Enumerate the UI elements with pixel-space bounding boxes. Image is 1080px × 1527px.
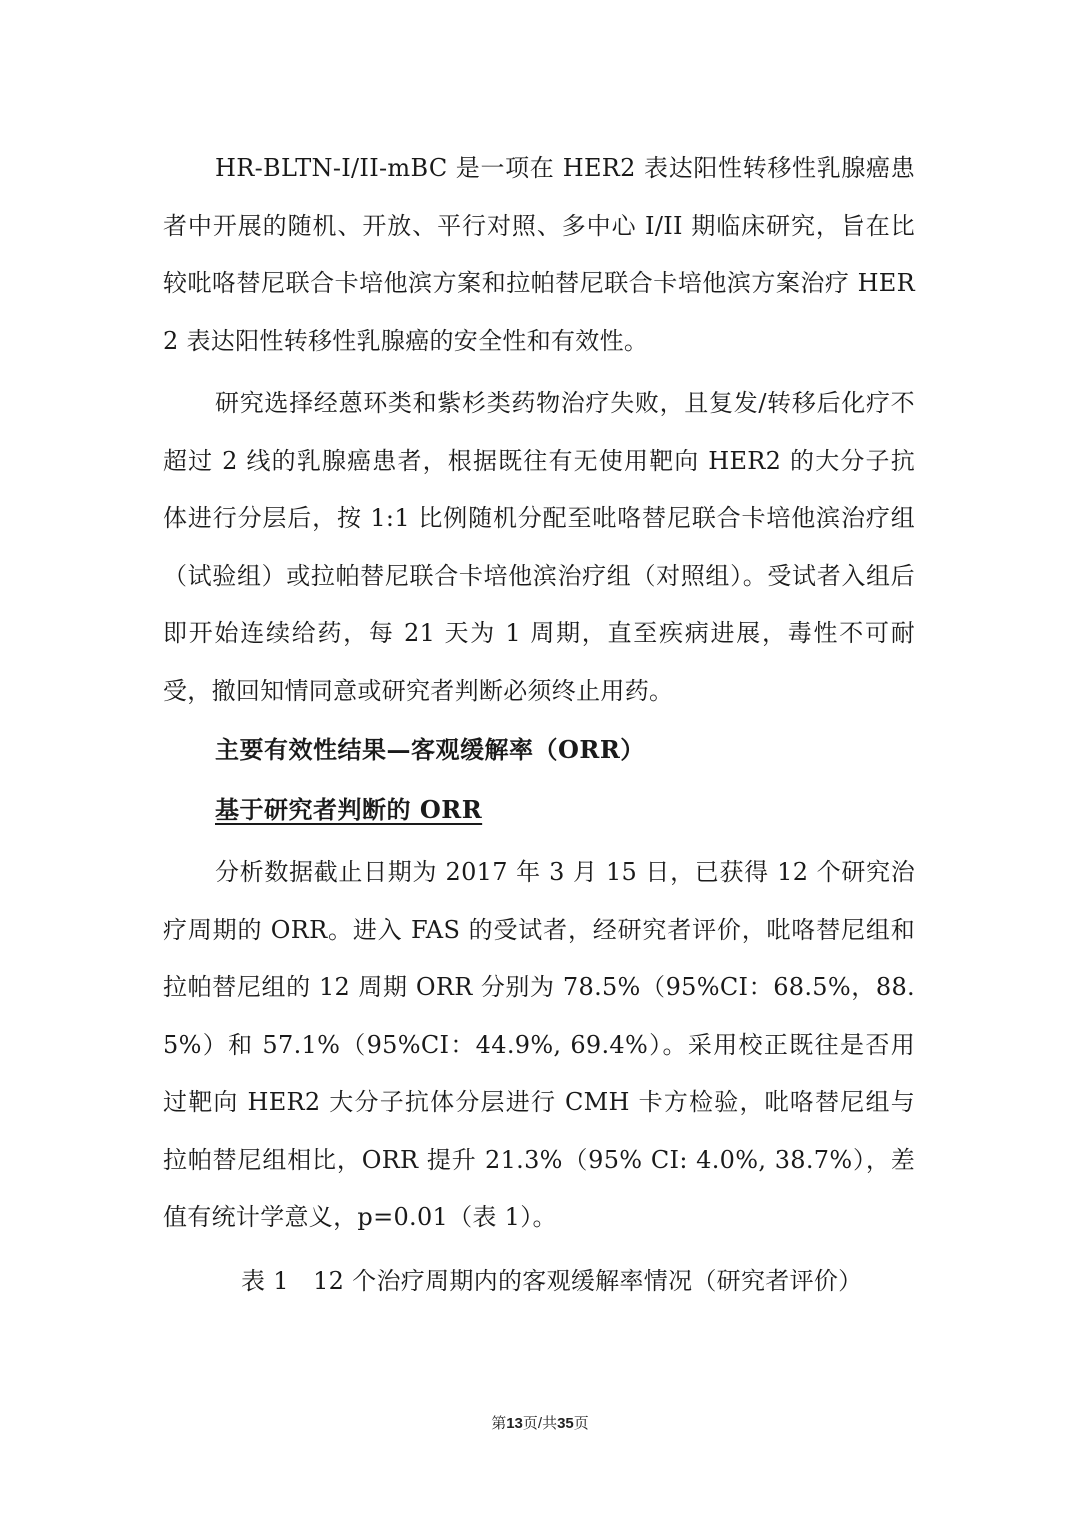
footer-prefix: 第 [491,1415,507,1432]
paragraph-study-overview: HR-BLTN-I/II-mBC 是一项在 HER2 表达阳性转移性乳腺癌患者中开展的随机、开放、平行对照、多中心 I/II 期临床研究，旨在比较吡咯替尼联合卡培他滨方案和拉帕替尼联合卡培他滨方案治疗 HER2 表达阳性转移性乳腺癌的安全性和有效性。 [163,154,915,355]
paragraph-orr-results: 分析数据截止日期为 2017 年 3 月 15 日，已获得 12 个研究治疗周期的 ORR。进入 FAS 的受试者，经研究者评价，吡咯替尼组和拉帕替尼组的 12 周期 ORR 分别为 78.5%（95%CI：68.5%，88.5%）和 57.1%（95%CI：44.9%, 69.4%）。采用校正既往是否用过靶向 HER2 大分子抗体分层进行 CMH 卡方检验，吡咯替尼组与拉帕替尼组相比，ORR 提升 21.3%（95% CI: 4.0%, 38.7%），差值有统计学意义，p=0.01（表 1）。 [163,858,915,1231]
footer-total-pages: 35 [557,1415,574,1432]
heading-primary-efficacy: 主要有效性结果—客观缓解率（ORR） [215,735,645,764]
footer-current-page: 13 [506,1415,523,1432]
heading-investigator-orr [163,780,915,840]
page-footer [0,1412,1080,1433]
footer-middle: 页/共 [522,1415,558,1432]
paragraph-study-design: 研究选择经蒽环类和紫杉类药物治疗失败，且复发/转移后化疗不超过 2 线的乳腺癌患者，根据既往有无使用靶向 HER2 的大分子抗体进行分层后，按 1:1 比例随机分配至吡咯替尼联合卡培他滨治疗组（试验组）或拉帕替尼联合卡培他滨治疗组（对照组）。受试者入组后即开始连续给药，每 21 天为 1 周期，直至疾病进展，毒性不可耐受，撤回知情同意或研究者判断必须终止用药。 [163,389,915,705]
heading-investigator-orr-text: 基于研究者判断的 ORR [215,795,483,824]
table-caption: 表 1 12 个治疗周期内的客观缓解率情况（研究者评价） [241,1266,863,1295]
page-content [163,140,915,1310]
footer-suffix: 页 [573,1415,589,1432]
